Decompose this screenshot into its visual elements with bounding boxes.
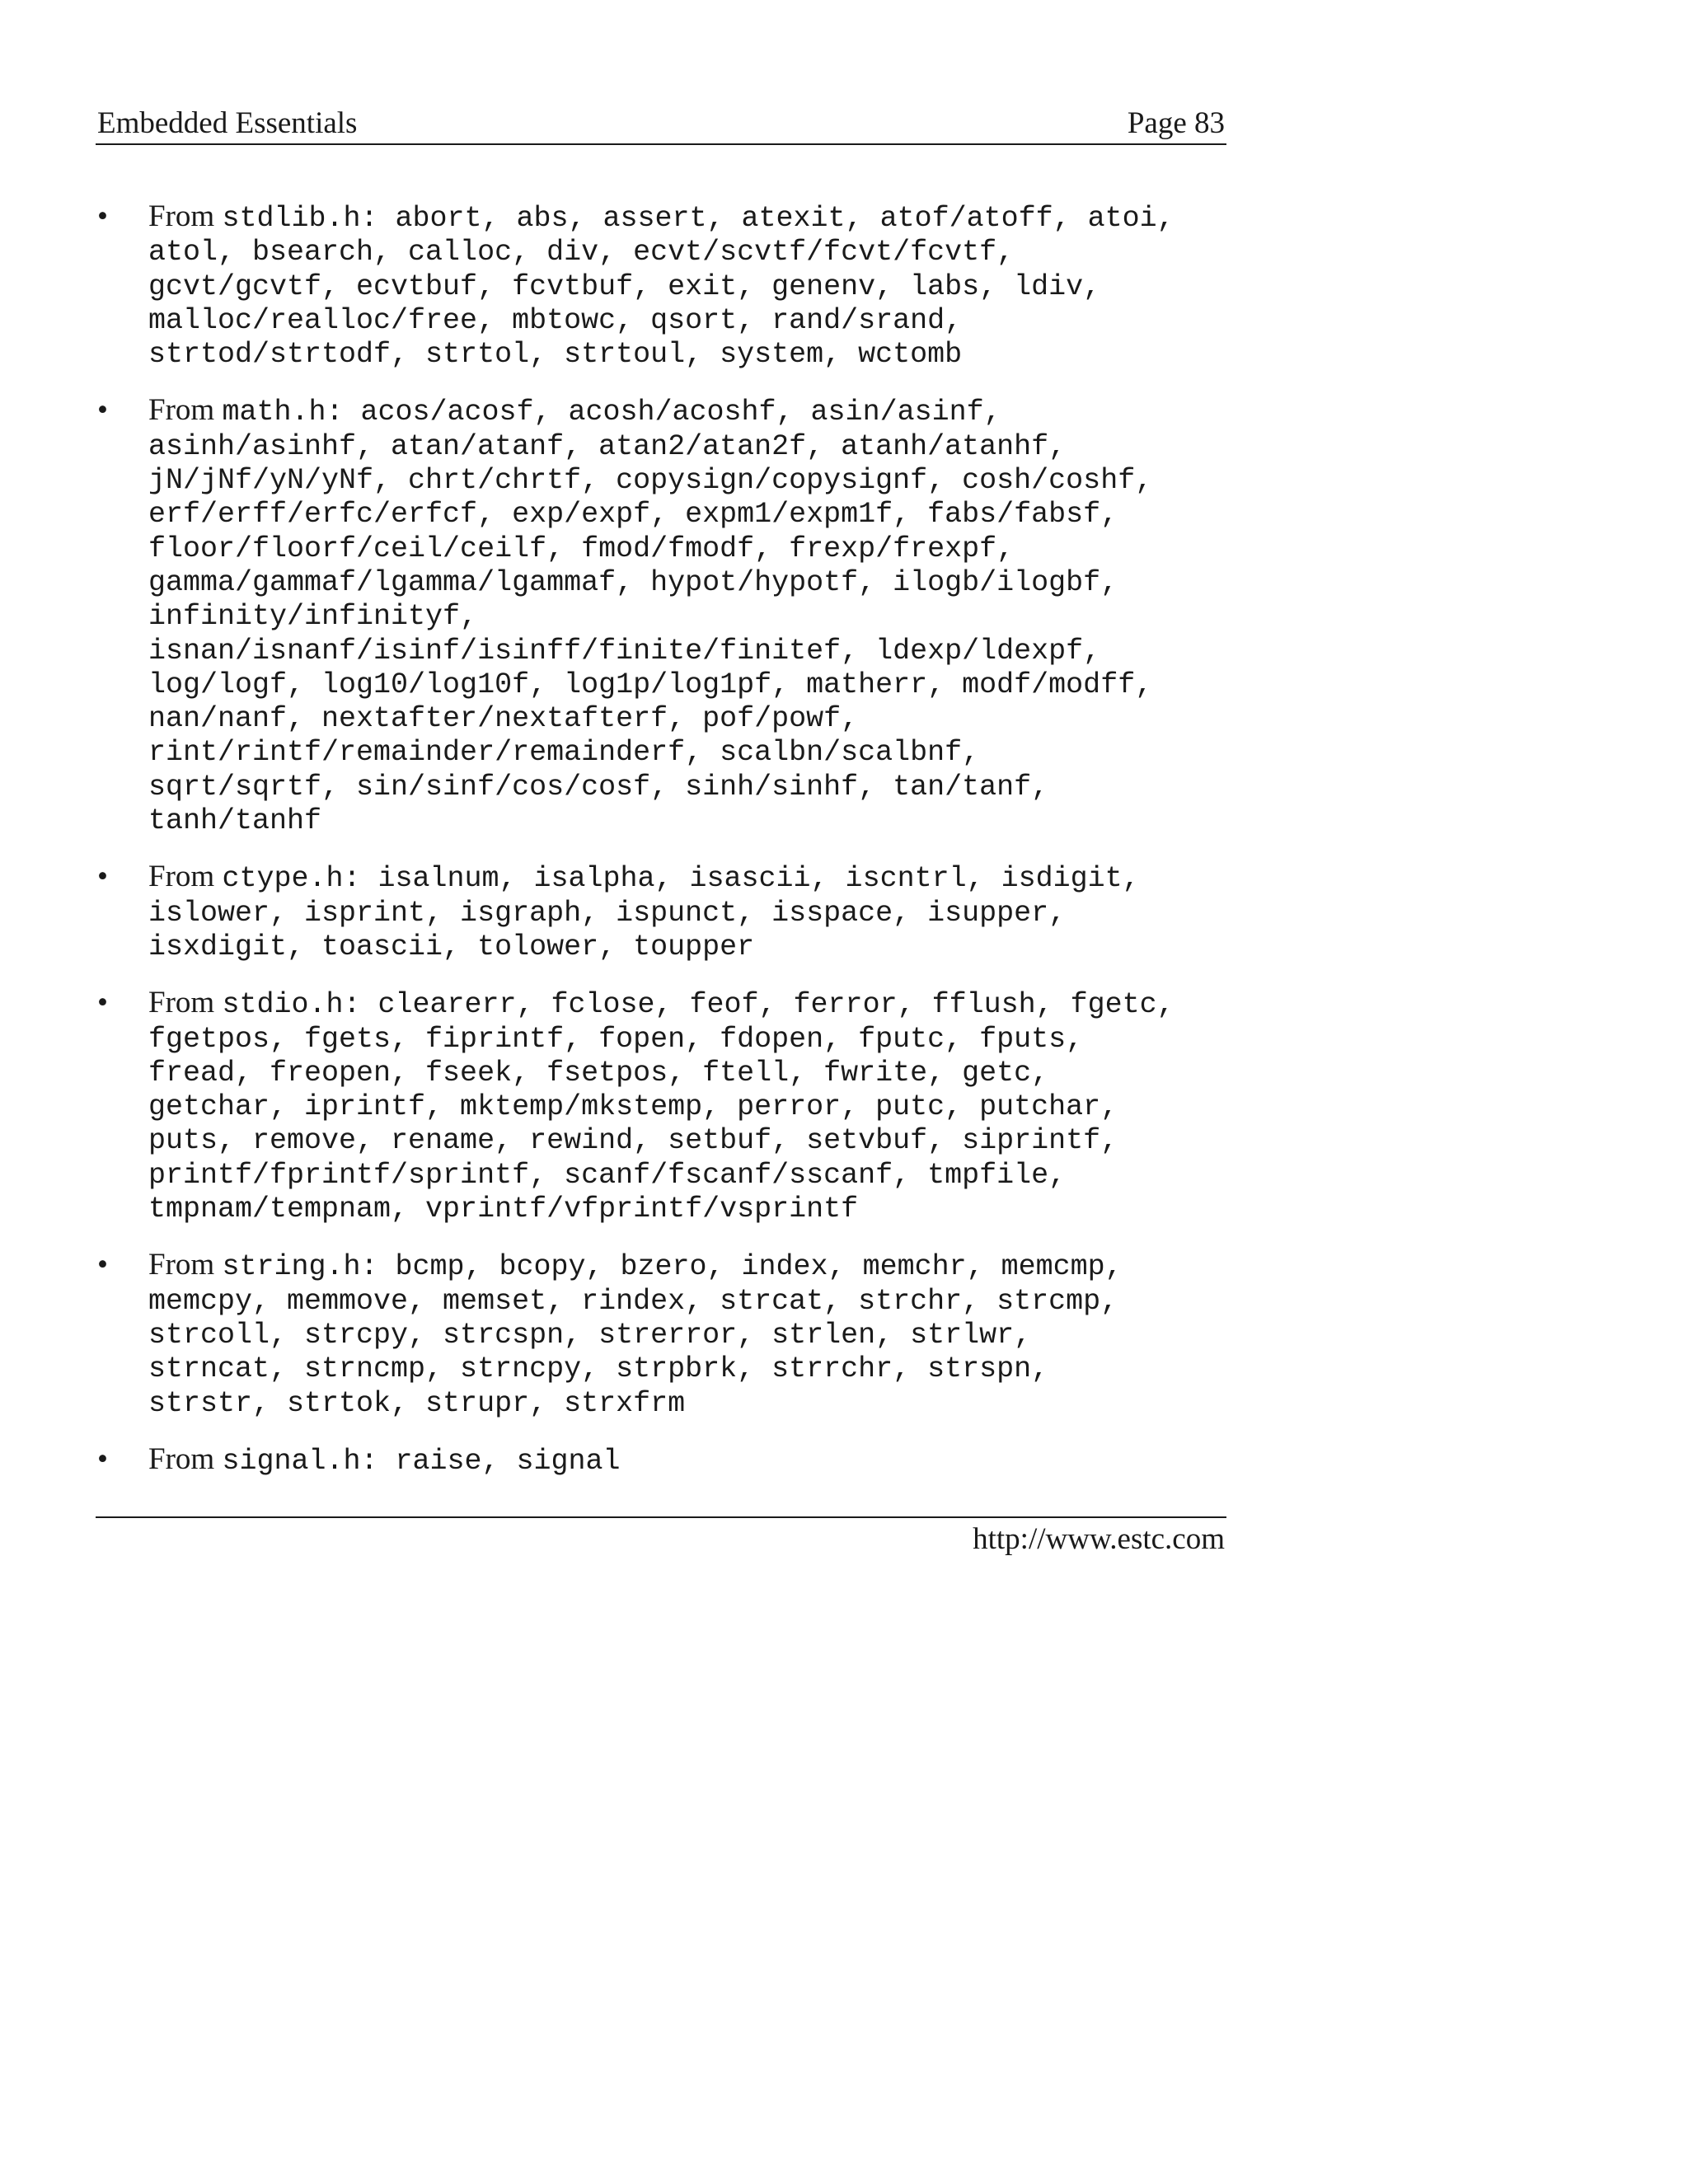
page-header [97, 104, 1225, 145]
document-title: Embedded Essentials [97, 106, 358, 140]
list-item-stdlib [97, 199, 1225, 372]
list-item-lead: From [148, 199, 223, 233]
list-item-string [97, 1248, 1225, 1420]
list-item-line: gcvt/gcvtf, ecvtbuf, fcvtbuf, exit, genenv, labs, ldiv, [148, 269, 1101, 303]
header-function-list [97, 199, 1225, 1500]
list-item-lead: From [148, 393, 223, 428]
footer-rule [96, 1516, 1226, 1518]
list-item-lead: From [148, 986, 223, 1020]
list-item-text: ctype.h: isalnum, isalpha, isascii, iscntrl, isdigit, [222, 862, 1140, 896]
bullet-icon: • [97, 1441, 108, 1476]
list-item-line: printf/fprintf/sprintf, scanf/fscanf/sscanf, tmpfile, [148, 1158, 1067, 1192]
list-item-line: strtod/strtodf, strtol, strtoul, system, wctomb [148, 338, 963, 372]
list-item-lead: From [148, 860, 223, 894]
list-item-line: infinity/infinityf, [148, 600, 478, 634]
bullet-icon: • [97, 393, 108, 428]
bullet-icon: • [97, 199, 108, 233]
list-item-ctype [97, 860, 1225, 964]
list-item-line: tmpnam/tempnam, vprintf/vfprintf/vsprintf [148, 1193, 859, 1226]
list-item-line: rint/rintf/remainder/remainderf, scalbn/scalbnf, [148, 736, 980, 770]
list-item-line: strstr, strtok, strupr, strxfrm [148, 1386, 686, 1420]
list-item-line: isxdigit, toascii, tolower, toupper [148, 930, 755, 963]
list-item-text: signal.h: raise, signal [222, 1444, 621, 1478]
bullet-icon: • [97, 1248, 108, 1282]
list-item-line: floor/floorf/ceil/ceilf, fmod/fmodf, frexp/frexpf, [148, 532, 1015, 565]
list-item-line: fread, freopen, fseek, fsetpos, ftell, fwrite, getc, [148, 1056, 1049, 1090]
list-item-line: erf/erff/erfc/erfcf, exp/expf, expm1/expm1f, fabs/fabsf, [148, 498, 1118, 532]
list-item-text: stdio.h: clearerr, fclose, feof, ferror, fflush, fgetc, [222, 988, 1175, 1022]
list-item-lead: From [148, 1441, 223, 1476]
list-item-line [148, 1248, 1225, 1284]
list-item-line: gamma/gammaf/lgamma/lgammaf, hypot/hypotf, ilogb/ilogbf, [148, 565, 1118, 599]
list-item-line: isnan/isnanf/isinf/isinff/finite/finitef, ldexp/ldexpf, [148, 634, 1101, 668]
list-item-line [148, 986, 1225, 1022]
list-item-line: sqrt/sqrtf, sin/sinf/cos/cosf, sinh/sinhf, tan/tanf, [148, 770, 1049, 804]
list-item-line: jN/jNf/yN/yNf, chrt/chrtf, copysign/copysignf, cosh/coshf, [148, 464, 1153, 498]
list-item-line: nan/nanf, nextafter/nextafterf, pof/powf, [148, 702, 859, 736]
list-item-stdio [97, 986, 1225, 1226]
page-number: Page 83 [1127, 106, 1225, 140]
bullet-icon: • [97, 986, 108, 1020]
header-rule [96, 143, 1226, 145]
footer-url: http://www.estc.com [973, 1522, 1225, 1556]
list-item-line [148, 393, 1225, 429]
list-item-line: log/logf, log10/log10f, log1p/log1pf, matherr, modf/modff, [148, 668, 1153, 701]
list-item-line [148, 1442, 1225, 1479]
list-item-signal [97, 1442, 1225, 1479]
list-item-text: math.h: acos/acosf, acosh/acoshf, asin/asinf, [222, 396, 1001, 429]
list-item-line: fgetpos, fgets, fiprintf, fopen, fdopen, fputc, fputs, [148, 1022, 1084, 1056]
list-item-line: islower, isprint, isgraph, ispunct, isspace, isupper, [148, 896, 1067, 930]
list-item-line: puts, remove, rename, rewind, setbuf, setvbuf, siprintf, [148, 1124, 1118, 1158]
list-item-line: atol, bsearch, calloc, div, ecvt/scvtf/fcvt/fcvtf, [148, 236, 1015, 269]
list-item-math [97, 393, 1225, 838]
list-item-line: strcoll, strcpy, strcspn, strerror, strlen, strlwr, [148, 1318, 1032, 1352]
list-item-text: string.h: bcmp, bcopy, bzero, index, memchr, memcmp, [222, 1250, 1123, 1284]
list-item-line [148, 199, 1225, 236]
list-item-lead: From [148, 1248, 223, 1282]
list-item-line: malloc/realloc/free, mbtowc, qsort, rand/srand, [148, 303, 963, 337]
list-item-text: stdlib.h: abort, abs, assert, atexit, atof/atoff, atoi, [222, 202, 1175, 235]
list-item-line [148, 860, 1225, 896]
list-item-line: asinh/asinhf, atan/atanf, atan2/atan2f, atanh/atanhf, [148, 429, 1067, 463]
bullet-icon: • [97, 860, 108, 894]
list-item-line: strncat, strncmp, strncpy, strpbrk, strrchr, strspn, [148, 1352, 1049, 1386]
list-item-line: tanh/tanhf [148, 804, 322, 838]
list-item-line: getchar, iprintf, mktemp/mkstemp, perror, putc, putchar, [148, 1090, 1118, 1124]
list-item-line: memcpy, memmove, memset, rindex, strcat, strchr, strcmp, [148, 1284, 1118, 1318]
